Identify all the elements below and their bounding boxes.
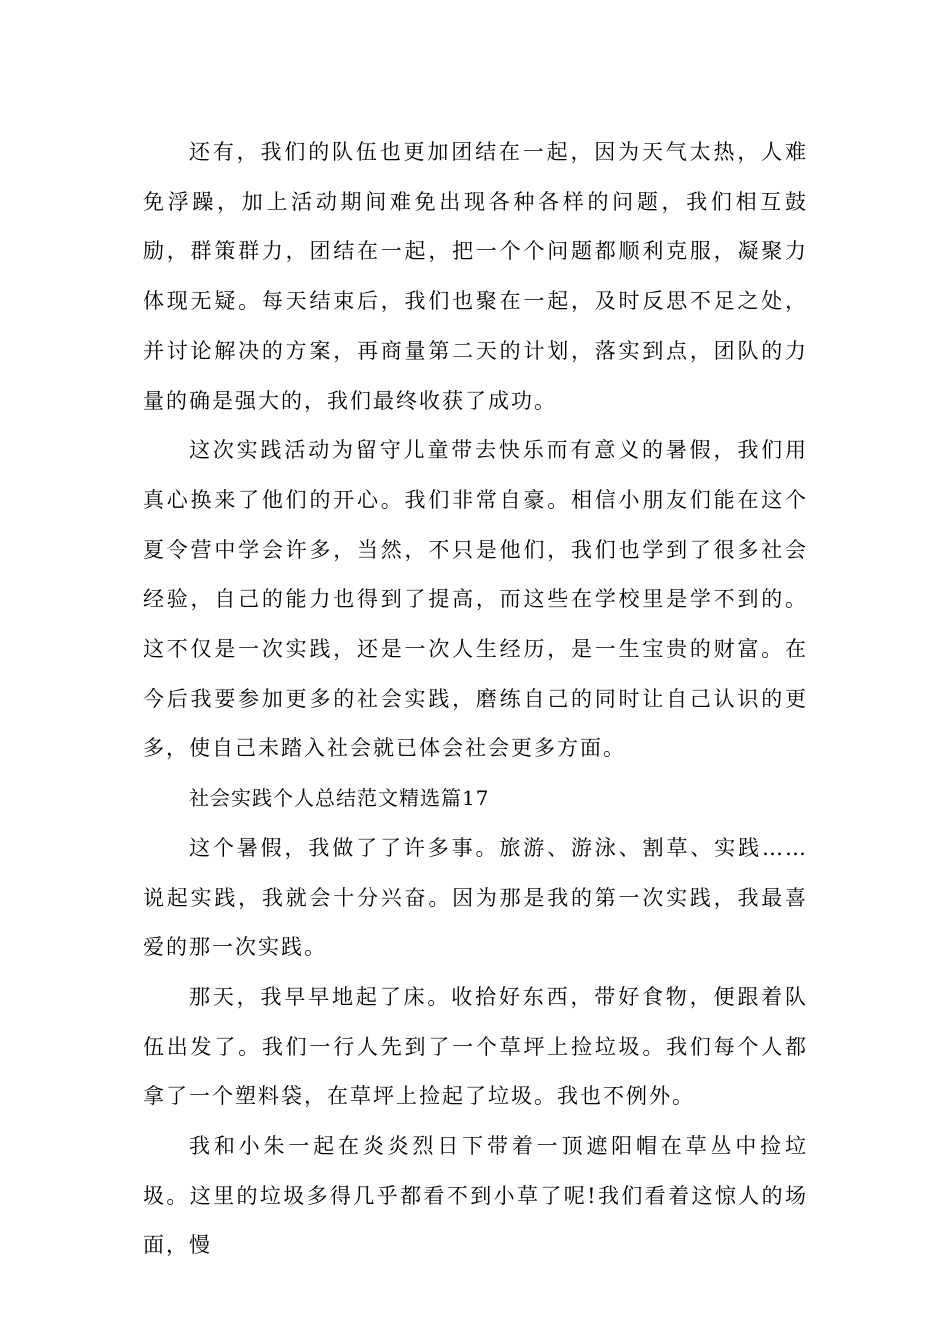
- paragraph-summer-intro: 这个暑假，我做了了许多事。旅游、游泳、割草、实践……说起实践，我就会十分兴奋。因为那是我的第一次实践，我最喜爱的那一次实践。: [143, 835, 808, 960]
- document-body: [143, 128, 808, 1271]
- paragraph-departure: 那天，我早早地起了床。收拾好东西，带好食物，便跟着队伍出发了。我们一行人先到了一个草坪上捡垃圾。我们每个人都拿了一个塑料袋，在草坪上捡起了垃圾。我也不例外。: [143, 984, 808, 1109]
- paragraph-practice-summary: 这次实践活动为留守儿童带去快乐而有意义的暑假，我们用真心换来了他们的开心。我们非常自豪。相信小朋友们能在这个夏令营中学会许多，当然，不只是他们，我们也学到了很多社会经验，自己的能力也得到了提高，而这些在学校里是学不到的。这不仅是一次实践，还是一次人生经历，是一生宝贵的财富。在今后我要参加更多的社会实践，磨练自己的同时让自己认识的更多，使自己未踏入社会就已体会社会更多方面。: [143, 438, 808, 761]
- paragraph-team-unity: 还有，我们的队伍也更加团结在一起，因为天气太热，人难免浮躁，加上活动期间难免出现各种各样的问题，我们相互鼓励，群策群力，团结在一起，把一个个问题都顺利克服，凝聚力体现无疑。每天结束后，我们也聚在一起，及时反思不足之处，并讨论解决的方案，再商量第二天的计划，落实到点，团队的力量的确是强大的，我们最终收获了成功。: [143, 140, 808, 413]
- paragraph-litter-picking: 我和小朱一起在炎炎烈日下带着一顶遮阳帽在草丛中捡垃圾。这里的垃圾多得几乎都看不到小草了呢!我们看着这惊人的场面，慢: [143, 1134, 808, 1258]
- section-heading: 社会实践个人总结范文精选篇17: [189, 786, 490, 811]
